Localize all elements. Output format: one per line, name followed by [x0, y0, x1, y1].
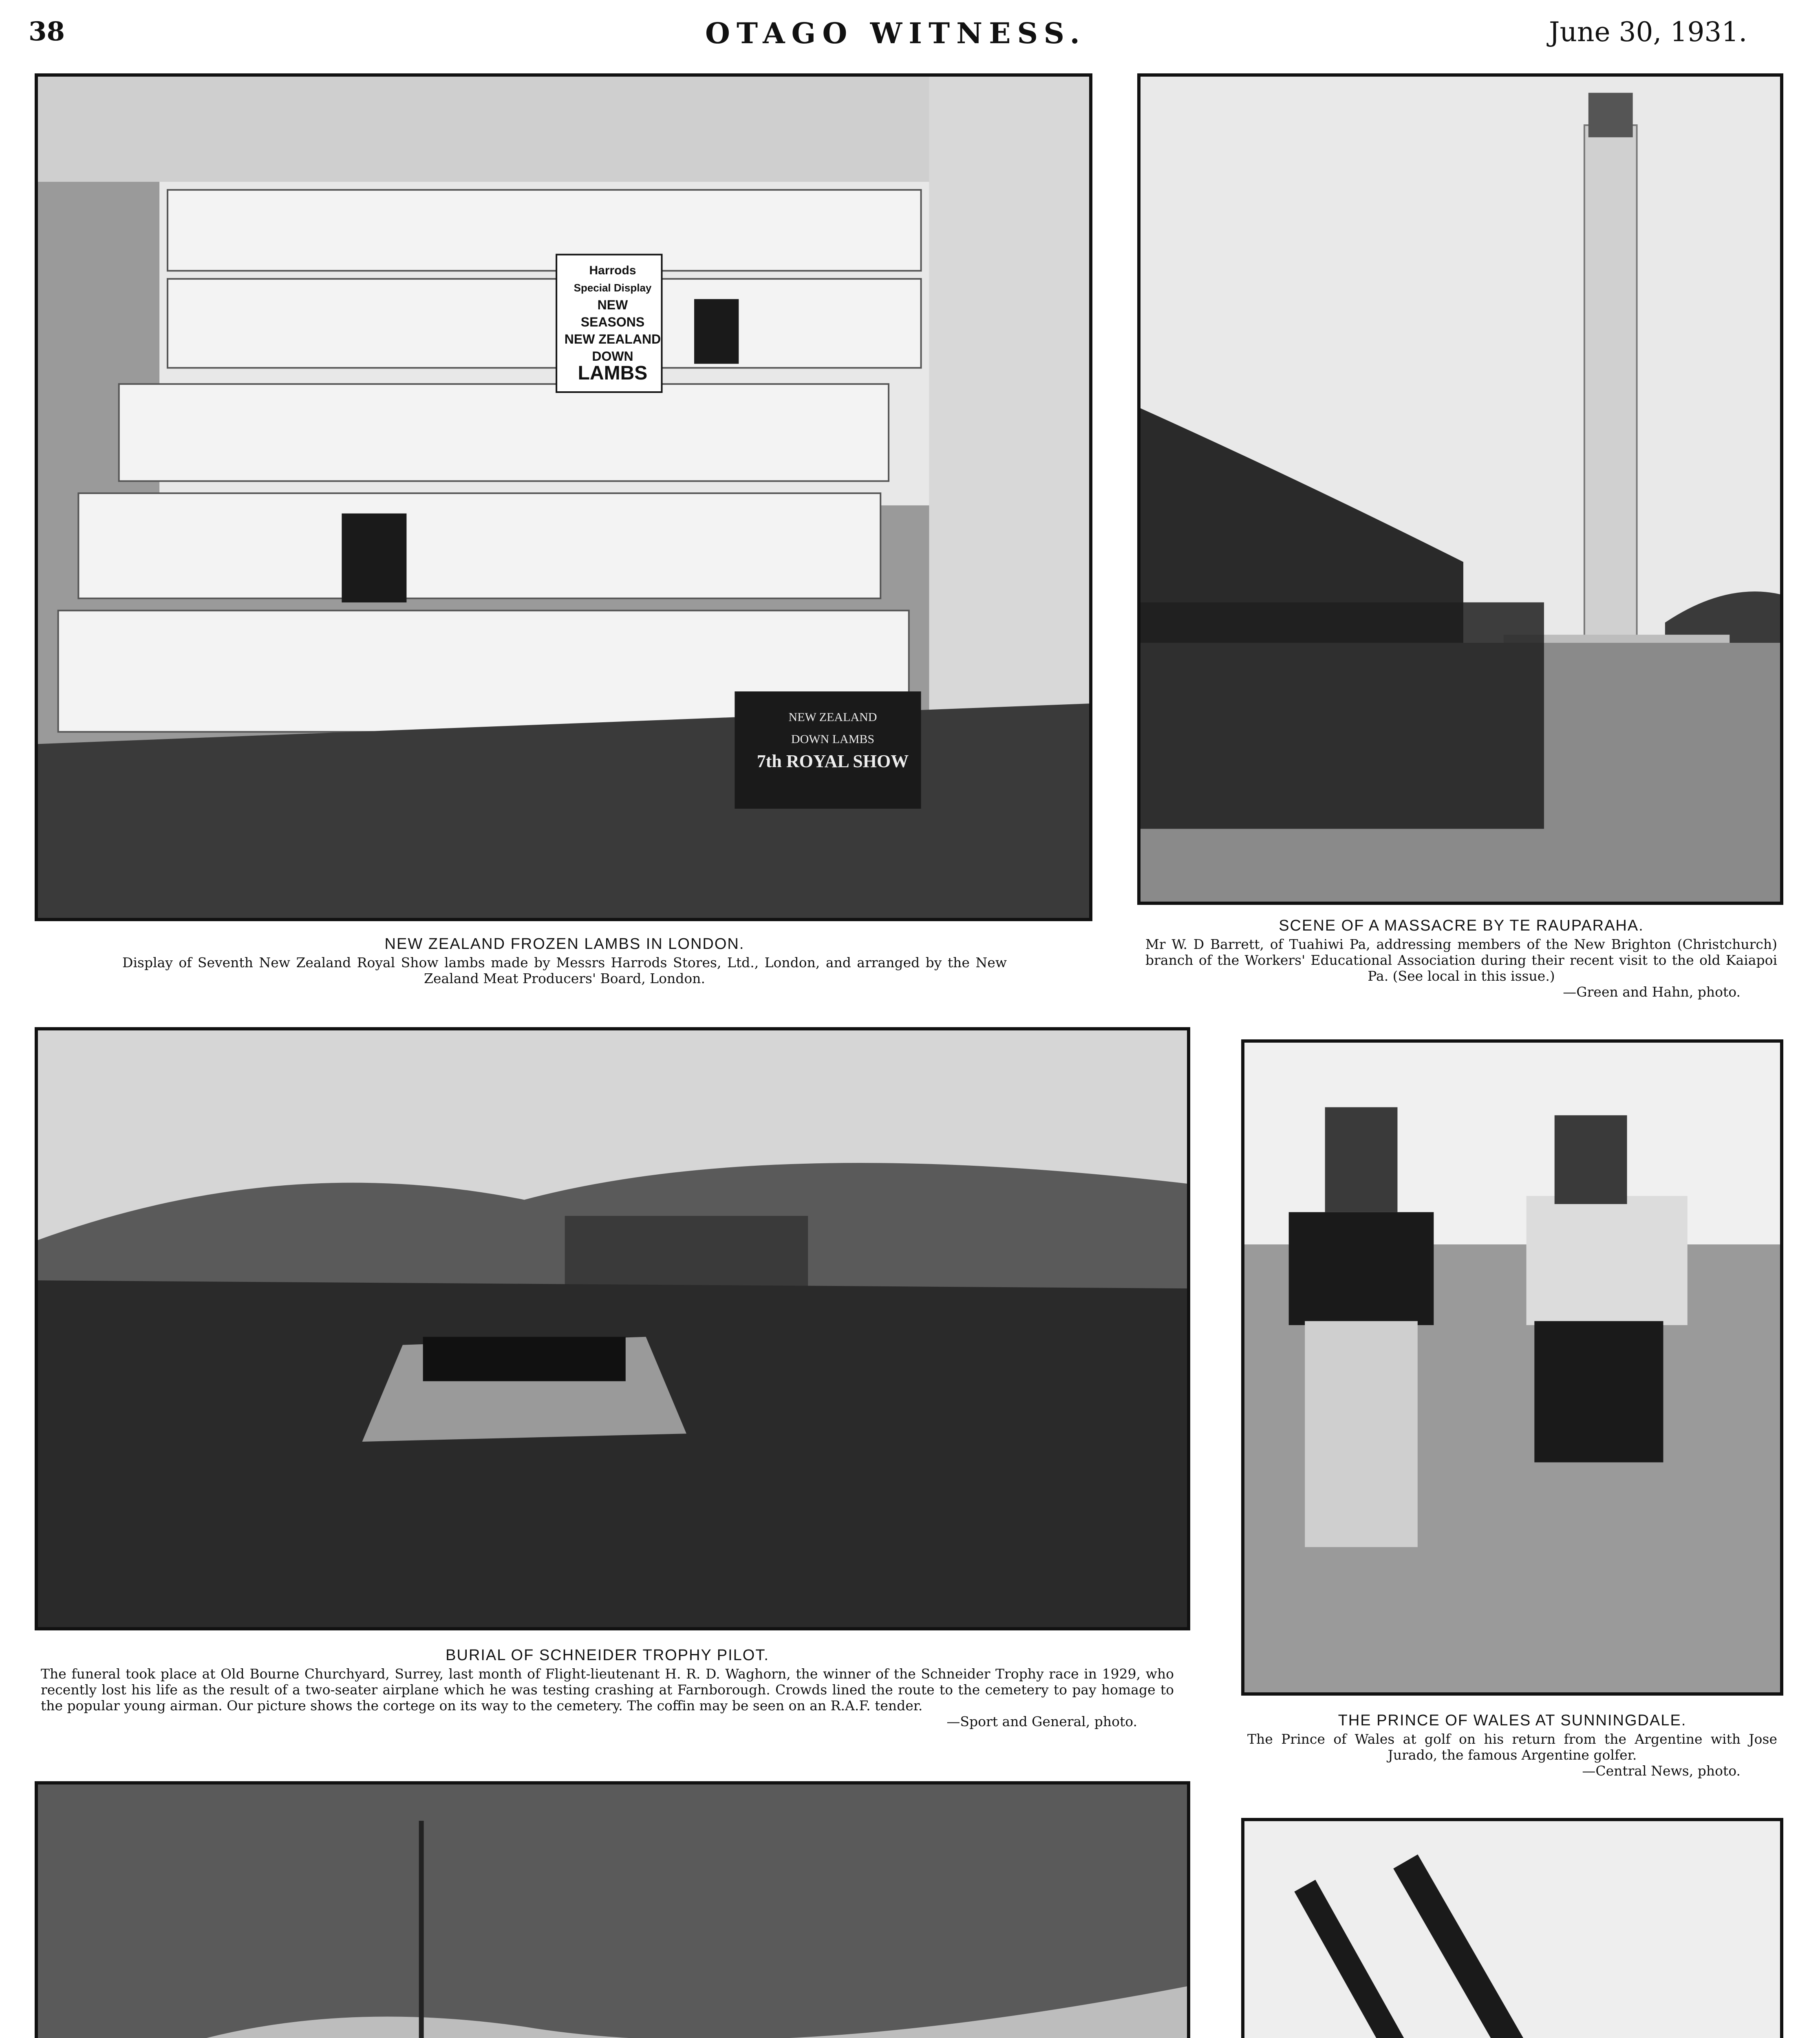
sign-line: NEW ZEALAND [564, 332, 661, 346]
caption-prince [1247, 1712, 1777, 1779]
caption-credit: —Green and Hahn, photo. [1563, 984, 1741, 1000]
issue-date: June 30, 1931. [1549, 16, 1747, 48]
caption-body: The Prince of Wales at golf on his return from the Argentine with Jose Jurado, the famous Argentine golfer. [1247, 1731, 1777, 1763]
caption-frozen-lambs [49, 935, 1080, 986]
card-line: DOWN LAMBS [791, 732, 875, 746]
sign-line: Harrods [589, 264, 636, 277]
caption-body: The funeral took place at Old Bourne Churchyard, Surrey, last month of Flight-lieutenant H. R. D. Waghorn, the winner of the Schneider Trophy race in 1929, who recently lost his life as the result of a two-seater airplane which he was testing crashing at Farnborough. Crowds lined the route to the cemetery to pay homage to the popular young airman. Our picture shows the cortege on its way to the cemetery. The coffin may be seen on an R.A.F. tender. [41, 1666, 1174, 1714]
card-line: 7th ROYAL SHOW [757, 751, 909, 771]
page-number: 38 [29, 16, 65, 47]
photo-prince-of-wales [1241, 1039, 1783, 1696]
figure-golfer [1527, 1196, 1688, 1325]
figure-prince [1289, 1212, 1434, 1325]
caption-title: BURIAL OF SCHNEIDER TROPHY PILOT. [446, 1647, 769, 1664]
photo-anti-aircraft-guns [1241, 1818, 1783, 2038]
sign-line: Special Display [574, 282, 652, 294]
coffin-tender [423, 1337, 626, 1381]
photo-massacre-memorial [1137, 73, 1783, 905]
caption-credit: —Sport and General, photo. [946, 1714, 1137, 1729]
sign-line: LAMBS [578, 362, 648, 384]
caption-burial [41, 1647, 1174, 1729]
card-line: NEW ZEALAND [788, 710, 877, 724]
caption-title: THE PRINCE OF WALES AT SUNNINGDALE. [1338, 1712, 1687, 1729]
caption-title: SCENE OF A MASSACRE BY TE RAUPARAHA. [1279, 917, 1644, 934]
caption-credit: —Central News, photo. [1582, 1763, 1741, 1779]
caption-title: NEW ZEALAND FROZEN LAMBS IN LONDON. [384, 935, 745, 953]
memorial-column [1584, 125, 1637, 651]
sign-line: NEW SEASONS [580, 298, 645, 329]
photo-deer-skins-launch [35, 1781, 1190, 2038]
caption-massacre [1145, 917, 1777, 1000]
caption-body: Mr W. D Barrett, of Tuahiwi Pa, addressing members of the New Brighton (Christchurch) branch of the Workers' Educational Association during their recent visit to the old Kaiapoi Pa. (See local in this issue.) [1145, 936, 1777, 984]
photo-frozen-lambs [35, 73, 1092, 921]
masthead: OTAGO WITNESS. [705, 16, 1086, 50]
photo-burial [35, 1027, 1190, 1630]
caption-body: Display of Seventh New Zealand Royal Show lambs made by Messrs Harrods Stores, Ltd., London, and arranged by the New Zealand Meat Producers' Board, London. [122, 955, 1007, 986]
sign-line: DOWN [592, 349, 633, 364]
